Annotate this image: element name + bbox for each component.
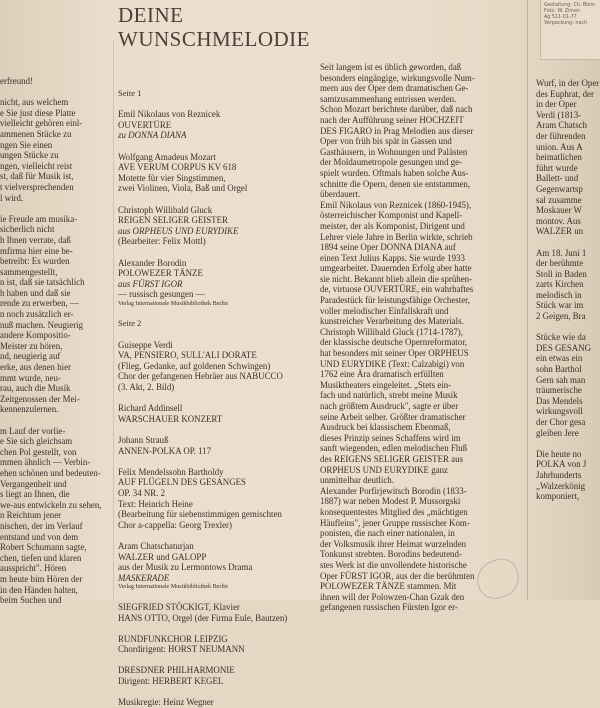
track-line: OUVERTÜRE bbox=[118, 119, 172, 130]
liner-note-line: ihnen will der Polowzen-Chan Gzak den bbox=[320, 591, 465, 602]
intro-text-line: st, daß für Musik ist, bbox=[0, 171, 74, 182]
track-line: MASKERADE bbox=[118, 572, 170, 583]
track-line: DRESDNER PHILHARMONIE bbox=[118, 665, 235, 676]
liner-note-line: ORPHEUS UND EURYDIKE ganz bbox=[320, 464, 448, 475]
intro-text-line: nuß machen. Neugierig bbox=[0, 319, 84, 330]
liner-note-line: in der Oper bbox=[536, 99, 577, 110]
intro-text-line: Robert Schumann sagte, bbox=[0, 542, 87, 553]
track-line: Verlag Internationale Musikbibliothek Berlin bbox=[118, 584, 228, 591]
intro-text-line: Vergangenheit und bbox=[0, 478, 67, 489]
intro-text-line: nd, neugierig auf bbox=[0, 351, 61, 362]
liner-note-line: de, virtuose OUVERTÜRE, ein wahrhaftes bbox=[320, 284, 474, 295]
liner-note-line: heimatlichen bbox=[536, 152, 582, 163]
column-divider-right bbox=[527, 0, 528, 600]
intro-text-line: vielleicht gehören einl- bbox=[0, 118, 83, 129]
liner-note-line: melodisch in bbox=[536, 289, 582, 300]
intro-text-line: erke, aus denen hier bbox=[0, 362, 71, 373]
liner-note-line: Am 18. Juni 1 bbox=[536, 247, 587, 258]
track-line: Chor a-cappella: Georg Trexler) bbox=[118, 519, 232, 530]
track-line: — russisch gesungen — bbox=[118, 289, 205, 300]
intro-text-line: betreibt: Es wurden bbox=[0, 256, 70, 267]
liner-note-line bbox=[536, 322, 600, 333]
liner-note-line: spielt wurden. Oftmals haben solche Aus- bbox=[320, 167, 469, 178]
intro-text-line: ehen schönen und bedeuten- bbox=[0, 467, 101, 478]
liner-note-line: Christoph Willibald Gluck (1714-1787), bbox=[320, 326, 463, 337]
intro-text-line: nischen, der im Verlauf bbox=[0, 520, 83, 531]
liner-note-line: nach der Aufführung seiner HOCHZEIT bbox=[320, 114, 464, 125]
liner-note-line: fach und natürlich, strebt meine Musik bbox=[320, 390, 458, 401]
liner-note-line: Paradestück für leistungsfähige Orchester, bbox=[320, 295, 470, 306]
track-line: (3. Akt, 2. Bild) bbox=[118, 382, 175, 393]
intro-text-line: kennenzulernen. bbox=[0, 404, 59, 415]
track-line: Motette für vier Singstimmen, bbox=[118, 172, 226, 183]
track-line: Richard Addinsell bbox=[118, 403, 183, 414]
liner-note-line: meister, der als Komponist, Dirigent und bbox=[320, 220, 465, 231]
liner-note-line: wirkungsvoll bbox=[536, 406, 583, 417]
track-line: Wolfgang Amadeus Mozart bbox=[118, 151, 216, 162]
intro-text-line: beim Suchen und bbox=[0, 595, 62, 606]
intro-text-line: entstand und von dem bbox=[0, 531, 79, 542]
liner-note-line: kunstreicher Verarbeitung des Materials. bbox=[320, 316, 464, 327]
liner-notes-continued-column bbox=[536, 78, 600, 502]
track-line: Johann Strauß bbox=[118, 435, 169, 445]
liner-note-line: Gern sah man bbox=[536, 374, 586, 385]
liner-note-line: der berühmte bbox=[536, 258, 584, 269]
liner-note-line: Alexander Porfirjewitsch Borodin (1833- bbox=[320, 485, 467, 496]
track-line: Musikregie: Heinz Wegner bbox=[118, 697, 214, 708]
liner-notes-column bbox=[320, 62, 498, 613]
liner-note-line: der Moldaumetropole gesungen und ge- bbox=[320, 157, 462, 168]
liner-note-line: schnitte die Opern, denen sie entstammen, bbox=[320, 178, 471, 189]
liner-note-line: Tonkunst strebten. Borodins bedeutend- bbox=[320, 549, 462, 560]
liner-note-line: komponiert, bbox=[536, 491, 580, 502]
liner-note-line: Lehrer viele Jahre in Berlin wirkte, schrieb bbox=[320, 231, 473, 242]
intro-text-line: rende zu erwerben, — bbox=[0, 298, 79, 309]
liner-note-line: DES FIGARO in Prag Melodien aus dieser bbox=[320, 125, 474, 136]
intro-text-line: andere Kompositio- bbox=[0, 330, 71, 341]
liner-note-line: Aram Chatsch bbox=[536, 120, 588, 131]
liner-note-line: POLKA von J bbox=[536, 459, 587, 470]
liner-note-line: DES GESANG bbox=[536, 342, 591, 353]
liner-note-line: des REIGENS SELIGER GEISTER aus bbox=[320, 453, 463, 464]
liner-note-line: träumerische bbox=[536, 385, 582, 396]
intro-text-line: e Sie just diese Platte bbox=[0, 107, 76, 118]
track-line bbox=[118, 456, 318, 467]
liner-note-line: Emil Nikolaus von Reznicek (1860-1945), bbox=[320, 199, 472, 210]
track-line bbox=[118, 623, 318, 634]
track-line bbox=[118, 591, 318, 602]
liner-note-line: seine Arbeit selber. Größter dramatischer bbox=[320, 411, 466, 422]
track-line: aus FÜRST IGOR bbox=[118, 278, 183, 289]
track-line bbox=[118, 141, 318, 152]
track-line bbox=[118, 655, 318, 666]
intro-text-line: we-aus entwickeln zu sehen, bbox=[0, 499, 102, 510]
liner-note-line: „Walzerkönig bbox=[536, 480, 586, 491]
intro-text-line: ammenen Stücke zu bbox=[0, 128, 72, 139]
intro-text-line: sammengestellt, bbox=[0, 266, 58, 277]
liner-note-line: Verdi (1813- bbox=[536, 109, 582, 120]
side-1-label: Seite 1 bbox=[118, 88, 142, 98]
track-line: ANNEN-POLKA OP. 117 bbox=[118, 445, 212, 456]
intro-text-line: mmt wurde, neu- bbox=[0, 372, 61, 383]
liner-note-line: ponisten, die nach einer nationalen, in bbox=[320, 528, 455, 539]
intro-text-line: n noch zusätzlich er- bbox=[0, 309, 74, 320]
intro-text-line: m Lauf der vorlie- bbox=[0, 425, 66, 436]
track-line: Guiseppe Verdi bbox=[118, 339, 173, 350]
liner-note-line: dieses Prinzip seines Schaffens wird im bbox=[320, 432, 461, 443]
intro-text-line: ausspricht". Hören bbox=[0, 563, 67, 574]
intro-text-line: mfirma hier eine be- bbox=[0, 245, 73, 256]
track-line: WARSCHAUER KONZERT bbox=[118, 413, 223, 424]
track-line: AUF FLÜGELN DES GESANGES bbox=[118, 477, 246, 488]
track-line bbox=[118, 247, 318, 258]
track-line: Aram Chatschaturjan bbox=[118, 540, 194, 551]
liner-note-line: der klassische deutsche Opernreformator, bbox=[320, 337, 468, 348]
liner-note-line: des Euphrat, der bbox=[536, 88, 594, 99]
track-line bbox=[118, 530, 318, 541]
intro-text-line: ngen Sie einen bbox=[0, 139, 53, 150]
side-2-label: Seite 2 bbox=[118, 318, 142, 329]
track-line: aus der Musik zu Lermontows Drama bbox=[118, 562, 253, 573]
liner-note-line: voller melodischer Einfallskraft und bbox=[320, 305, 449, 316]
column-divider bbox=[113, 40, 114, 600]
liner-note-line: Wurf, in der Oper bbox=[536, 78, 600, 88]
liner-note-line: Die heute no bbox=[536, 448, 582, 459]
side-2-tracks bbox=[118, 340, 318, 708]
liner-note-line: Gasthäusern, in Wohnungen und Palästen bbox=[320, 146, 468, 157]
track-line: AVE VERUM CORPUS KV 618 bbox=[118, 162, 237, 173]
liner-note-line: Stoll in Baden bbox=[536, 268, 587, 279]
intro-text-line bbox=[0, 415, 108, 426]
page-title bbox=[118, 3, 348, 51]
track-line: (Bearbeiter: Felix Mottl) bbox=[118, 236, 206, 247]
intro-text-line: n ist, daß sie tatsächlich bbox=[0, 277, 85, 288]
liner-note-line: der Chor gesa bbox=[536, 417, 586, 427]
liner-note-line: der Volksmusik ihrer Heimat wurzelnden bbox=[320, 538, 467, 549]
track-line: POLOWEZER TÄNZE bbox=[118, 268, 203, 279]
liner-note-line: hat besonders mit seiner Oper ORPHEUS bbox=[320, 348, 469, 359]
intro-text-column bbox=[0, 76, 108, 606]
track-line: VA, PENSIERO, SULL'ALI DORATE bbox=[118, 350, 257, 361]
intro-text-line: h haben und daß sie bbox=[0, 287, 71, 298]
liner-note-line: einen Text Julius Kapps. Sie wurde 1933 bbox=[320, 252, 465, 263]
track-line: RUNDFUNKCHOR LEIPZIG bbox=[118, 633, 228, 644]
track-line: zwei Violinen, Viola, Baß und Orgel bbox=[118, 183, 248, 194]
liner-note-line: Oper FÜRST IGOR, aus der die berühmten bbox=[320, 570, 475, 581]
liner-note-line: sie nicht. Bekannt blieb allein die sprühen- bbox=[320, 273, 473, 284]
intro-text-line: s liegt an Ihnen, die bbox=[0, 489, 70, 500]
liner-note-line: UND EURYDIKE (Text: Calzabigi) von bbox=[320, 358, 465, 369]
intro-text-line bbox=[0, 203, 108, 214]
track-line: REIGEN SELIGER GEISTER bbox=[118, 215, 228, 226]
track-line: Verlag Internationale Musikbibliothek Berlin bbox=[118, 300, 228, 307]
liner-note-line: POLOWEZER TÄNZE stammen. Mit bbox=[320, 581, 457, 592]
intro-text-line: ie Freude am musika- bbox=[0, 213, 78, 224]
sticker-line: Foto: W. Ziman bbox=[544, 9, 580, 14]
liner-note-line: 1894 seine Oper DONNA DIANA auf bbox=[320, 242, 456, 253]
liner-note-line: WALZER un bbox=[536, 226, 584, 237]
title-line-2: WUNSCHMELODIE bbox=[118, 27, 310, 51]
liner-note-line: nach größtem Ausdruck", sagte er über bbox=[320, 401, 459, 411]
intro-text-line bbox=[0, 87, 108, 98]
intro-text-line: in den Händen halten, bbox=[0, 584, 78, 595]
track-line: Text: Heinrich Heine bbox=[118, 498, 193, 509]
liner-note-line: samtzusammenhang entrissen werden. bbox=[320, 93, 457, 104]
intro-text-line: e Sie sich gleichsam bbox=[0, 436, 73, 447]
credits-sticker bbox=[540, 0, 600, 60]
liner-note-line: überdauert. bbox=[320, 189, 361, 200]
tracklist-column bbox=[118, 88, 318, 708]
side-1-tracks bbox=[118, 109, 318, 308]
liner-note-line: besonders eingängige, wirkungsvolle Num- bbox=[320, 72, 475, 83]
liner-note-line: Häufleins", jener Gruppe russischer Kom- bbox=[320, 517, 470, 528]
track-line: zu DONNA DIANA bbox=[118, 130, 187, 141]
track-line: Christoph Willibald Gluck bbox=[118, 204, 213, 215]
intro-text-line: t vielversprechenden bbox=[0, 181, 74, 192]
liner-note-line: mern aus der Oper dem dramatischen Ge- bbox=[320, 83, 469, 94]
liner-note-line: 1762 eine Ära dramatisch erfüllten bbox=[320, 369, 444, 380]
liner-note-line: ein etwas ein bbox=[536, 353, 583, 364]
intro-text-line: rau, auch die Musik bbox=[0, 383, 71, 394]
track-line: OP. 34 NR. 2 bbox=[118, 487, 166, 498]
liner-note-line: Oper von früh bis spät in Gassen und bbox=[320, 136, 452, 147]
liner-note-line: sanft wiegenden, edlen melodischen Fluß bbox=[320, 443, 468, 454]
track-line bbox=[118, 393, 318, 404]
liner-note-line: Das Mendels bbox=[536, 395, 583, 406]
liner-note-line: union. Aus A bbox=[536, 141, 583, 152]
liner-note-line: Musiktheaters eingeleitet. „Stets ein- bbox=[320, 379, 452, 390]
liner-note-line: sohn Barthol bbox=[536, 364, 582, 375]
track-line: Felix Mendelssohn Bartholdy bbox=[118, 466, 224, 477]
liner-note-line: Ausdruck bei klassischem Ebenmaß, bbox=[320, 422, 451, 433]
intro-text-line: chen Pol gestellt, von bbox=[0, 446, 77, 457]
liner-note-line: 2 Geigen, Bra bbox=[536, 311, 586, 322]
intro-text-line: Meister zu hören, bbox=[0, 340, 63, 351]
liner-note-line: umgearbeitet. Dauernden Erfolg aber hatte bbox=[320, 263, 472, 274]
liner-note-line bbox=[536, 438, 600, 449]
liner-note-line: stes Werk ist die unvollendete historische bbox=[320, 559, 467, 570]
title-line-1: DEINE bbox=[118, 3, 184, 27]
intro-text-line: n Reichtum jener bbox=[0, 510, 62, 521]
liner-note-line: sal zusamme bbox=[536, 194, 582, 205]
track-line: (Bearbeitung für siebenstimmigen gemischten bbox=[118, 509, 282, 520]
liner-note-line: Ballett- und bbox=[536, 173, 579, 184]
intro-text-line: ngen, vielleicht reist bbox=[0, 160, 73, 171]
track-line: WALZER und GALOPP bbox=[118, 551, 207, 562]
track-line: Emil Nikolaus von Reznicek bbox=[118, 109, 221, 120]
track-line: Chor der gefangenen Hebräer aus NABUCCO bbox=[118, 371, 283, 382]
liner-note-line: 1887) war neben Modest P. Mussorgski bbox=[320, 496, 461, 507]
liner-note-line: österreichischer Komponist und Kapell- bbox=[320, 210, 463, 221]
sticker-line: Ag 511-01-77 bbox=[544, 15, 577, 20]
intro-text-line: mmen ähnlich — Verbin- bbox=[0, 457, 91, 468]
liner-note-line: gefangenen russischen Fürsten Igor er- bbox=[320, 602, 458, 613]
intro-text-line: nicht, aus welchem bbox=[0, 97, 69, 108]
liner-note-line: Gegenwartsp bbox=[536, 183, 583, 194]
liner-note-line: montov. Aus bbox=[536, 215, 581, 226]
liner-note-line: der führenden bbox=[536, 130, 586, 141]
track-line: Dirigent: HERBERT KEGEL bbox=[118, 676, 224, 687]
liner-note-line: Stücke wie da bbox=[536, 332, 586, 343]
track-line: aus ORPHEUS UND EURYDIKE bbox=[118, 225, 239, 236]
intro-text-line: l wird. bbox=[0, 192, 24, 203]
liner-note-line: Seit langem ist es üblich geworden, daß bbox=[320, 62, 462, 72]
track-line bbox=[118, 194, 318, 205]
track-line: SIEGFRIED STÖCKIGT, Klavier bbox=[118, 601, 240, 612]
liner-note-line: Schon Mozart berichtete darüber, daß nach bbox=[320, 104, 473, 115]
liner-note-line: Jahrhunderts bbox=[536, 469, 582, 480]
track-line: HANS OTTO, Orgel (der Firma Eule, Bautzen) bbox=[118, 612, 288, 623]
liner-note-line: Stück war im bbox=[536, 300, 584, 311]
intro-text-line: sicherlich nicht bbox=[0, 224, 55, 235]
track-line: (Flieg, Gedanke, auf goldenen Schwingen) bbox=[118, 360, 271, 371]
liner-note-line: zarts Kirchen bbox=[536, 279, 584, 290]
track-line: Alexander Borodin bbox=[118, 257, 187, 268]
intro-text-line: m heute bim Hören der bbox=[0, 573, 83, 584]
track-line: Chordirigent: HORST NEUMANN bbox=[118, 644, 245, 655]
track-line bbox=[118, 424, 318, 435]
intro-text-line: erfreund! bbox=[0, 76, 34, 86]
intro-text-line: h Ihnen verrate, daß bbox=[0, 234, 71, 245]
liner-note-line: konsequentestes Mitglied des „mächtigen bbox=[320, 506, 468, 517]
intro-text-line: Zeitgenossen der Mei- bbox=[0, 393, 80, 404]
intro-text-line: chen, tiefen und klaren bbox=[0, 552, 82, 563]
liner-note-line: Moskauer W bbox=[536, 205, 582, 216]
liner-note-line: gleiben Jere bbox=[536, 427, 579, 438]
liner-note-line bbox=[536, 237, 600, 248]
sticker-line: Gestaltung: Ch. Blom bbox=[544, 3, 596, 8]
liner-note-line: unmittelbar deutlich. bbox=[320, 475, 394, 486]
intro-text-line: ungen Stücke zu bbox=[0, 150, 59, 161]
sticker-line: Verpackung: nach bbox=[544, 21, 588, 26]
liner-note-line: führt wurde bbox=[536, 162, 578, 173]
track-line bbox=[118, 687, 318, 698]
